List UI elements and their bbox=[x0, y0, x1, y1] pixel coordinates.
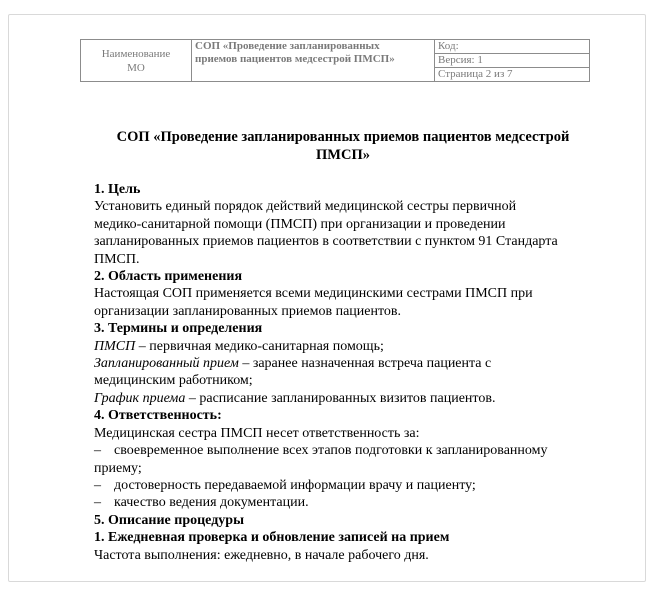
document-header-table bbox=[80, 39, 590, 82]
document-title bbox=[88, 128, 598, 164]
org-label-line1: Наименование bbox=[101, 47, 171, 60]
responsibility-item-text: качество ведения документации. bbox=[114, 495, 309, 511]
page-number-cell: Страница 2 из 7 bbox=[435, 68, 590, 82]
title-line1: СОП «Проведение запланированных приемов пациентов медсестрой bbox=[116, 129, 570, 145]
responsibility-item-text: своевременное выполнение всех этапов подготовки к запланированному bbox=[114, 443, 548, 459]
procedure-text: Частота выполнения: ежедневно, в начале рабочего дня. bbox=[94, 547, 429, 563]
term-planned-visit-cont: медицинским работником; bbox=[94, 373, 253, 389]
dash-marker: – bbox=[94, 443, 101, 459]
scope-text-line: Настоящая СОП применяется всеми медицинскими сестрами ПМСП при bbox=[94, 286, 533, 302]
goal-text-line: запланированных приемов пациентов в соответствии с пунктом 91 Стандарта bbox=[94, 234, 558, 250]
scope-heading: 2. Область применения bbox=[94, 269, 243, 285]
term-schedule-name: График приема bbox=[94, 390, 186, 406]
code-cell: Код: bbox=[435, 40, 590, 54]
scope-text-line: организации запланированных приемов пациентов. bbox=[94, 303, 402, 319]
version-cell: Версия: 1 bbox=[435, 54, 590, 68]
doc-title-cell bbox=[192, 40, 435, 82]
goal-text-line: медико-санитарной помощи (ПМСП) при организации и проведении bbox=[94, 216, 506, 232]
responsibility-heading: 4. Ответственность: bbox=[94, 408, 222, 424]
responsibility-intro: Медицинская сестра ПМСП несет ответственность за: bbox=[94, 425, 420, 441]
responsibility-item bbox=[94, 494, 598, 511]
goal-text-line: Установить единый порядок действий медицинской сестры первичной bbox=[94, 199, 517, 215]
org-name-cell bbox=[81, 40, 192, 82]
dash-marker: – bbox=[94, 495, 101, 511]
terms-heading: 3. Термины и определения bbox=[94, 321, 263, 337]
responsibility-item bbox=[94, 477, 598, 494]
doc-title-line2: приемов пациентов медсестрой ПМСП» bbox=[195, 53, 395, 65]
responsibility-item-text: достоверность передаваемой информации врачу и пациенту; bbox=[114, 477, 476, 493]
responsibility-item bbox=[94, 442, 598, 459]
term-schedule bbox=[94, 390, 598, 407]
title-line2: ПМСП» bbox=[316, 147, 370, 163]
procedure-subheading: 1. Ежедневная проверка и обновление записей на прием bbox=[94, 530, 450, 546]
term-planned-visit bbox=[94, 355, 598, 372]
term-pmsp-name: ПМСП bbox=[94, 338, 136, 354]
document-body bbox=[94, 181, 598, 564]
term-planned-visit-name: Запланированный прием bbox=[94, 356, 239, 372]
org-label-line2: МО bbox=[127, 61, 145, 74]
responsibility-item-cont: приему; bbox=[94, 460, 142, 476]
term-planned-visit-definition: – заранее назначенная встреча пациента с bbox=[238, 356, 492, 372]
goal-heading: 1. Цель bbox=[94, 182, 141, 197]
dash-marker: – bbox=[94, 477, 101, 493]
term-pmsp bbox=[94, 338, 598, 355]
procedure-heading: 5. Описание процедуры bbox=[94, 512, 245, 528]
term-schedule-definition: – расписание запланированных визитов пациентов. bbox=[185, 390, 496, 406]
goal-text-line: ПМСП. bbox=[94, 251, 140, 267]
doc-title-line1: СОП «Проведение запланированных bbox=[195, 40, 380, 52]
term-pmsp-definition: – первичная медико-санитарная помощь; bbox=[135, 338, 384, 354]
